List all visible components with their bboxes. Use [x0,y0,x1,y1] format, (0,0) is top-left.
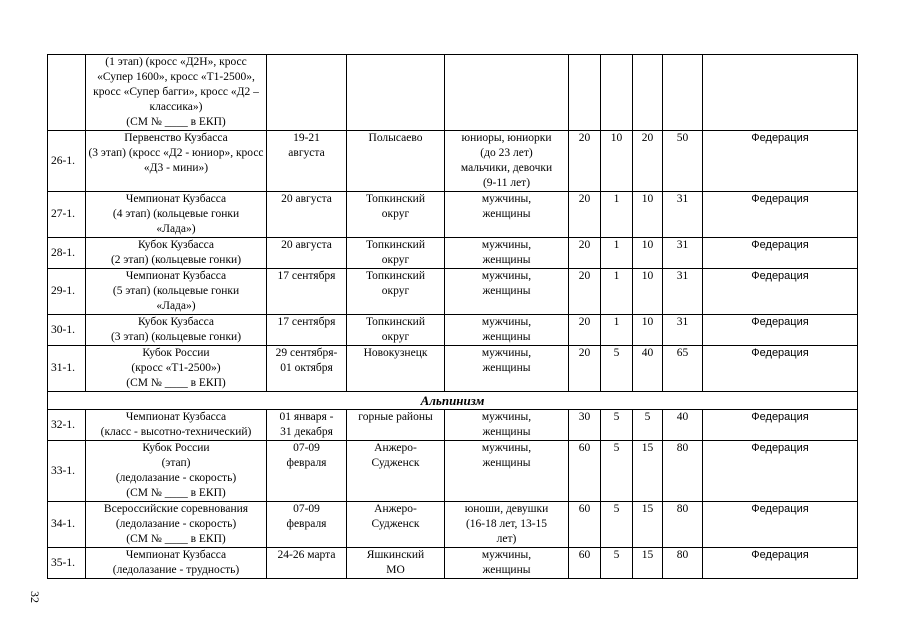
event-name: Всероссийские соревнования (ледолазание - скорость) (СМ № ____ в ЕКП) [86,502,267,548]
event-date: 17 сентября [267,315,347,346]
event-place: Анжеро- Судженск [347,502,445,548]
count-total: 40 [663,410,703,441]
count-col-3: 15 [633,441,663,502]
event-name: Кубок России (кросс «Т1-2500») (СМ № ____ в ЕКП) [86,346,267,392]
count-total: 31 [663,192,703,238]
table-row [48,346,858,392]
event-place: Анжеро- Судженск [347,441,445,502]
count-col-1: 20 [569,315,601,346]
table-row [48,269,858,315]
count-col-3: 40 [633,346,663,392]
event-name: Чемпионат Кузбасса (ледолазание - трудность) [86,548,267,579]
organizer: Федерация [703,410,858,441]
event-place: Топкинский округ [347,192,445,238]
row-number: 30-1. [48,315,86,346]
organizer: Федерация [703,269,858,315]
count-col-1: 30 [569,410,601,441]
row-number: 32-1. [48,410,86,441]
event-date: 24-26 марта [267,548,347,579]
count-total: 80 [663,441,703,502]
count-total: 80 [663,548,703,579]
section-title: Альпинизм [48,392,858,410]
event-participants: мужчины, женщины [445,346,569,392]
table-row [48,131,858,192]
event-participants: мужчины, женщины [445,315,569,346]
event-name: Чемпионат Кузбасса (класс - высотно-технический) [86,410,267,441]
event-participants [445,55,569,131]
count-col-1: 20 [569,131,601,192]
count-total: 65 [663,346,703,392]
table-row [48,192,858,238]
event-participants: мужчины, женщины [445,410,569,441]
count-col-2: 5 [601,410,633,441]
count-col-1 [569,55,601,131]
events-table-body-alpinism [48,410,858,579]
event-date: 07-09 февраля [267,502,347,548]
count-col-3: 10 [633,238,663,269]
count-total: 31 [663,269,703,315]
row-number: 28-1. [48,238,86,269]
event-name: Кубок Кузбасса (2 этап) (кольцевые гонки) [86,238,267,269]
organizer: Федерация [703,502,858,548]
count-col-3: 15 [633,548,663,579]
row-number [48,55,86,131]
event-place [347,55,445,131]
count-col-1: 20 [569,192,601,238]
count-col-2: 5 [601,346,633,392]
count-col-1: 20 [569,346,601,392]
event-place: Полысаево [347,131,445,192]
event-name: (1 этап) (кросс «Д2Н», кросс «Супер 1600», кросс «Т1-2500», кросс «Супер багги», кросс «Д2 – классика») (СМ № ____ в ЕКП) [86,55,267,131]
event-participants: мужчины, женщины [445,441,569,502]
count-col-1: 60 [569,548,601,579]
organizer [703,55,858,131]
event-place: Топкинский округ [347,315,445,346]
event-date: 29 сентября- 01 октября [267,346,347,392]
event-date: 20 августа [267,192,347,238]
row-number: 31-1. [48,346,86,392]
event-date: 17 сентября [267,269,347,315]
count-col-3: 10 [633,315,663,346]
event-participants: мужчины, женщины [445,269,569,315]
event-place: Новокузнецк [347,346,445,392]
table-row [48,238,858,269]
organizer: Федерация [703,548,858,579]
row-number: 34-1. [48,502,86,548]
count-col-2: 5 [601,548,633,579]
count-total: 31 [663,238,703,269]
count-col-2: 5 [601,502,633,548]
organizer: Федерация [703,192,858,238]
event-date: 19-21 августа [267,131,347,192]
page-number: 32 [28,591,42,603]
event-name: Кубок России (этап) (ледолазание - скорость) (СМ № ____ в ЕКП) [86,441,267,502]
organizer: Федерация [703,346,858,392]
table-row [48,315,858,346]
event-name: Первенство Кузбасса (3 этап) (кросс «Д2 - юниор», кросс «Д3 - мини») [86,131,267,192]
row-number: 26-1. [48,131,86,192]
events-table [47,54,858,579]
event-participants: юноши, девушки (16-18 лет, 13-15 лет) [445,502,569,548]
event-date: 20 августа [267,238,347,269]
event-name: Кубок Кузбасса (3 этап) (кольцевые гонки) [86,315,267,346]
organizer: Федерация [703,238,858,269]
count-col-2: 10 [601,131,633,192]
event-participants: мужчины, женщины [445,548,569,579]
count-col-2: 1 [601,192,633,238]
count-col-3: 10 [633,269,663,315]
event-place: Топкинский округ [347,269,445,315]
count-col-1: 20 [569,238,601,269]
organizer: Федерация [703,441,858,502]
count-total: 50 [663,131,703,192]
row-number: 33-1. [48,441,86,502]
table-row [48,410,858,441]
event-place: горные районы [347,410,445,441]
event-date: 01 января - 31 декабря [267,410,347,441]
row-number: 35-1. [48,548,86,579]
event-name: Чемпионат Кузбасса (5 этап) (кольцевые гонки «Лада») [86,269,267,315]
event-participants: юниоры, юниорки (до 23 лет) мальчики, девочки (9-11 лет) [445,131,569,192]
organizer: Федерация [703,315,858,346]
count-total: 80 [663,502,703,548]
event-participants: мужчины, женщины [445,192,569,238]
events-table-body-motorsport [48,55,858,392]
count-total [663,55,703,131]
section-header-row [48,392,858,410]
count-col-3: 15 [633,502,663,548]
count-col-3: 10 [633,192,663,238]
row-number: 29-1. [48,269,86,315]
table-row [48,548,858,579]
event-participants: мужчины, женщины [445,238,569,269]
event-date: 07-09 февраля [267,441,347,502]
table-row [48,502,858,548]
count-col-2: 5 [601,441,633,502]
count-total: 31 [663,315,703,346]
row-number: 27-1. [48,192,86,238]
count-col-1: 60 [569,502,601,548]
count-col-3: 20 [633,131,663,192]
count-col-2 [601,55,633,131]
count-col-1: 60 [569,441,601,502]
count-col-3 [633,55,663,131]
count-col-2: 1 [601,269,633,315]
event-name: Чемпионат Кузбасса (4 этап) (кольцевые гонки «Лада») [86,192,267,238]
count-col-1: 20 [569,269,601,315]
table-row [48,55,858,131]
event-place: Яшкинский МО [347,548,445,579]
organizer: Федерация [703,131,858,192]
count-col-2: 1 [601,238,633,269]
table-row [48,441,858,502]
event-date [267,55,347,131]
event-place: Топкинский округ [347,238,445,269]
count-col-3: 5 [633,410,663,441]
count-col-2: 1 [601,315,633,346]
